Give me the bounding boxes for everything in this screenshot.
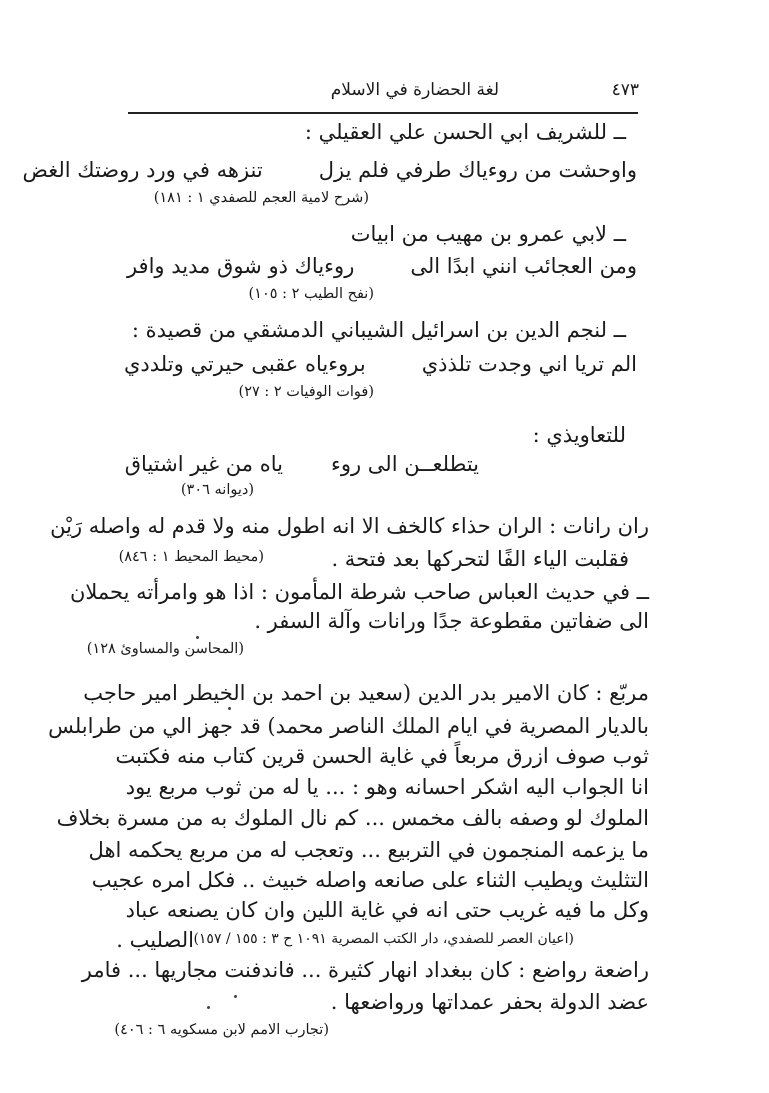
source-citation: (نفح الطيب ٢ : ١٠٥) bbox=[248, 286, 374, 302]
body-line: ثوب صوف ازرق مربعاً في غاية الحسن قرين كتاب منه فكتبت bbox=[115, 744, 649, 768]
source-citation: (فوات الوفيات ٢ : ٢٧) bbox=[238, 384, 374, 400]
verse-line bbox=[125, 452, 479, 476]
source-citation: (ديوانه ٣٠٦) bbox=[180, 482, 254, 498]
body-line: ــ في حديث العباس صاحب شرطة المأمون : اذا هو وامرأته يحملان bbox=[69, 580, 649, 604]
body-line: مربّع : كان الامير بدر الدين (سعيد بن احمد بن الخيطر امير حاجب bbox=[83, 681, 649, 705]
scan-speck bbox=[228, 707, 231, 710]
body-line: ما يزعمه المنجمون في التربيع ... وتعجب له من مربع يحكمه اهل bbox=[88, 838, 649, 862]
page-number: ٤٧٣ bbox=[611, 80, 639, 100]
body-line: التثليث ويطيب الثناء على صانعه واصله خبيث .. فكل امره عجيب bbox=[91, 868, 649, 892]
header-rule bbox=[128, 112, 638, 114]
source-citation: (تجارب الامم لابن مسكويه ٦ : ٤٠٦) bbox=[114, 1022, 329, 1038]
verse-second-hemistich: ياه من غير اشتياق bbox=[124, 452, 283, 476]
entry-intro: ــ لابي عمرو بن مهيب من ابيات bbox=[350, 222, 626, 246]
source-citation: (اعيان العصر للصفدي، دار الكتب المصرية ١٠٩١ ح ٣ : ١٥٥ / ١٥٧) bbox=[193, 931, 574, 947]
source-citation: (شرح لامية العجم للصفدي ١ : ١٨١) bbox=[153, 190, 369, 206]
verse-first-hemistich: يتطلعــن الى روء bbox=[330, 452, 479, 476]
scan-speck bbox=[234, 995, 237, 998]
body-line: فقلبت الياء الفًا لتحركها بعد فتحة . bbox=[331, 547, 629, 571]
verse-first-hemistich: الم تريا اني وجدت تلذذي bbox=[421, 352, 637, 376]
body-line: بالديار المصرية في ايام الملك الناصر محمد) قد جهز الي من طرابلس bbox=[48, 714, 649, 738]
source-citation: (المحاسن والمساوئ ١٢٨) bbox=[86, 641, 244, 657]
body-line-end: الصليب . bbox=[116, 928, 194, 952]
verse-line bbox=[23, 158, 638, 182]
body-line: انا الجواب اليه اشكر احسانه وهو : ... يا له من ثوب مربع يود bbox=[125, 775, 649, 799]
entry-intro: ــ للشريف ابي الحسن علي العقيلي : bbox=[304, 120, 626, 144]
body-line: الى ضفاتين مقطوعة جدًا ورانات وآلة السفر . bbox=[254, 609, 649, 633]
entry-intro: ــ لنجم الدين بن اسرائيل الشيباني الدمشقي من قصيدة : bbox=[131, 318, 626, 342]
body-line: عضد الدولة بحفر عمداتها ورواضعها . bbox=[330, 990, 649, 1014]
body-line: الملوك لو وصفه بالف مخمس ... كم نال الملوك به من مسرة بخلاف bbox=[56, 806, 649, 830]
running-header-title: لغة الحضارة في الاسلام bbox=[330, 80, 499, 100]
verse-first-hemistich: واوحشت من روءياك طرفي فلم يزل bbox=[318, 158, 637, 182]
entry-intro: للتعاويذي : bbox=[532, 423, 626, 447]
verse-line bbox=[124, 352, 637, 376]
verse-second-hemistich: بروءياه عقبى حيرتي وتلددي bbox=[123, 352, 366, 376]
body-line: وكل ما فيه غريب حتى انه في غاية اللين وان كان يصنعه عباد bbox=[125, 898, 649, 922]
body-line: راضعة رواضع : كان ببغداد انهار كثيرة ... فاندفنت مجاريها ... فامر bbox=[81, 958, 649, 982]
verse-line bbox=[127, 254, 637, 278]
verse-second-hemistich: تنزهه في ورد روضتك الغض bbox=[22, 158, 263, 182]
scan-speck bbox=[196, 636, 199, 639]
source-citation: (محيط المحيط ١ : ٨٤٦) bbox=[118, 549, 264, 565]
body-line: ران رانات : الران حذاء كالخف الا انه اطول منه ولا قدم له واصله رَيْن bbox=[50, 514, 649, 538]
scan-speck bbox=[207, 1006, 210, 1009]
verse-first-hemistich: ومن العجائب انني ابدًا الى bbox=[410, 254, 637, 278]
verse-second-hemistich: روءياك ذو شوق مديد وافر bbox=[126, 254, 355, 278]
